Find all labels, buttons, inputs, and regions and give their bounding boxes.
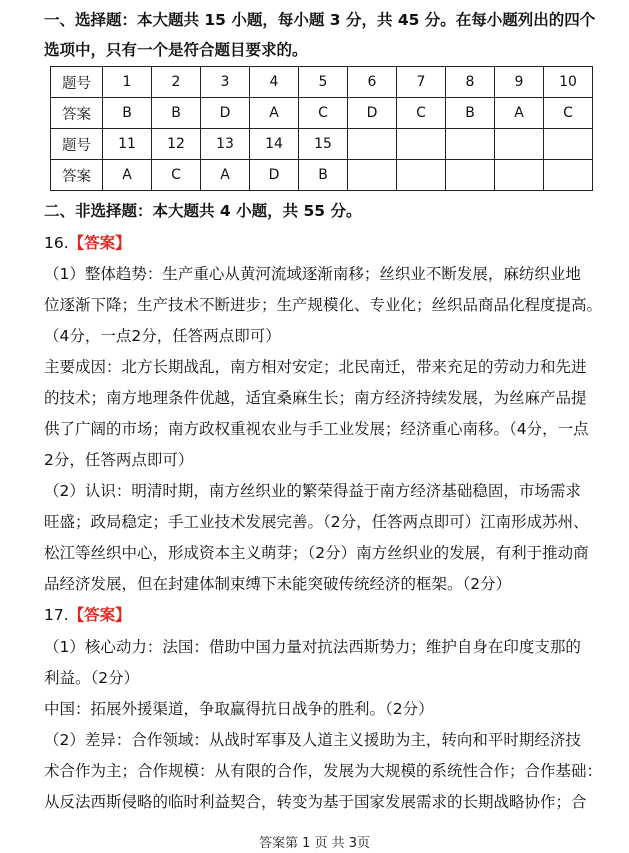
- table-row-label: 答案: [51, 160, 103, 191]
- q17-line: （2）差异：合作领域：从战时军事及人道主义援助为主，转向和平时期经济技: [44, 731, 581, 749]
- table-cell: 8: [446, 67, 495, 98]
- table-cell: [348, 129, 397, 160]
- table-cell: D: [201, 98, 250, 129]
- table-cell: 12: [152, 129, 201, 160]
- table-cell: [348, 160, 397, 191]
- q17-answer-tag: 【答案】: [68, 606, 131, 624]
- answer-table: [50, 66, 593, 191]
- table-cell: 4: [250, 67, 299, 98]
- q16-line: （1）整体趋势：生产重心从黄河流域逐渐南移；丝织业不断发展，麻纺织业地: [44, 265, 581, 283]
- table-cell: 3: [201, 67, 250, 98]
- table-cell: [495, 160, 544, 191]
- table-cell: [544, 160, 593, 191]
- table-cell: A: [201, 160, 250, 191]
- table-row: [51, 129, 593, 160]
- table-cell: B: [152, 98, 201, 129]
- table-cell: B: [446, 98, 495, 129]
- q16-number: 16.: [44, 234, 69, 252]
- q16-line: 松江等丝织中心，形成资本主义萌芽；（2分）南方丝织业的发展，有利于推动商: [44, 544, 589, 562]
- table-cell: C: [544, 98, 593, 129]
- q16-line: 品经济发展，但在封建体制束缚下未能突破传统经济的框架。（2分）: [44, 575, 512, 593]
- q16-line: 主要成因：北方长期战乱，南方相对安定；北民南迁，带来充足的劳动力和先进: [44, 358, 587, 376]
- q16-line: 2分，任答两点即可）: [44, 451, 194, 469]
- table-row-label: 答案: [51, 98, 103, 129]
- table-cell: 6: [348, 67, 397, 98]
- q17-line: 中国：拓展外援渠道，争取赢得抗日战争的胜利。（2分）: [44, 700, 434, 718]
- page-footer: 答案第 1 页 共 3页: [258, 836, 371, 851]
- section1-heading-line2: 选项中，只有一个是符合题目要求的。: [44, 41, 308, 59]
- table-cell: [446, 160, 495, 191]
- table-cell: [446, 129, 495, 160]
- table-cell: D: [250, 160, 299, 191]
- q17-line: （1）核心动力：法国：借助中国力量对抗法西斯势力；维护自身在印度支那的: [44, 638, 581, 656]
- q16-answer-tag: 【答案】: [68, 234, 131, 252]
- q17-line: 从反法西斯侵略的临时利益契合，转变为基于国家发展需求的长期战略协作；合: [44, 793, 587, 811]
- table-cell: [397, 160, 446, 191]
- q16-line: （2）认识：明清时期，南方丝织业的繁荣得益于南方经济基础稳固，市场需求: [44, 482, 581, 500]
- table-cell: 7: [397, 67, 446, 98]
- table-cell: [495, 129, 544, 160]
- table-cell: 9: [495, 67, 544, 98]
- q17-number: 17.: [44, 606, 69, 624]
- q16-line: （4分，一点2分，任答两点即可）: [44, 327, 281, 345]
- q17-line: 利益。（2分）: [44, 669, 140, 687]
- q17-title: [44, 605, 604, 625]
- table-cell: A: [495, 98, 544, 129]
- table-cell: 14: [250, 129, 299, 160]
- table-cell: C: [152, 160, 201, 191]
- q16-line: 位逐渐下降；生产技术不断进步；生产规模化、专业化；丝织品商品化程度提高。: [44, 296, 603, 314]
- table-row: [51, 67, 593, 98]
- table-cell: 15: [299, 129, 348, 160]
- q16-title: [44, 233, 604, 253]
- table-cell: 13: [201, 129, 250, 160]
- table-row-label: 题号: [51, 67, 103, 98]
- section2-heading: 二、非选择题：本大题共 4 小题，共 55 分。: [44, 202, 362, 220]
- table-row-label: 题号: [51, 129, 103, 160]
- table-cell: B: [299, 160, 348, 191]
- table-cell: A: [250, 98, 299, 129]
- q16-line: 供了广阔的市场；南方政权重视农业与手工业发展；经济重心南移。（4分，一点: [44, 420, 589, 438]
- table-cell: B: [103, 98, 152, 129]
- table-cell: 1: [103, 67, 152, 98]
- q17-line: 术合作为主；合作规模：从有限的合作，发展为大规模的系统性合作；合作基础：: [44, 762, 603, 780]
- table-row: [51, 98, 593, 129]
- table-cell: 5: [299, 67, 348, 98]
- table-row: [51, 160, 593, 191]
- table-cell: [397, 129, 446, 160]
- table-cell: 2: [152, 67, 201, 98]
- q16-line: 的技术；南方地理条件优越，适宜桑麻生长；南方经济持续发展，为丝麻产品提: [44, 389, 587, 407]
- table-cell: C: [299, 98, 348, 129]
- table-cell: D: [348, 98, 397, 129]
- table-cell: C: [397, 98, 446, 129]
- table-cell: A: [103, 160, 152, 191]
- table-cell: 11: [103, 129, 152, 160]
- q16-line: 旺盛；政局稳定；手工业技术发展完善。（2分，任答两点即可）江南形成苏州、: [44, 513, 589, 531]
- table-cell: [544, 129, 593, 160]
- table-cell: 10: [544, 67, 593, 98]
- section1-heading-line1: 一、选择题：本大题共 15 小题，每小题 3 分，共 45 分。在每小题列出的四个: [44, 11, 596, 29]
